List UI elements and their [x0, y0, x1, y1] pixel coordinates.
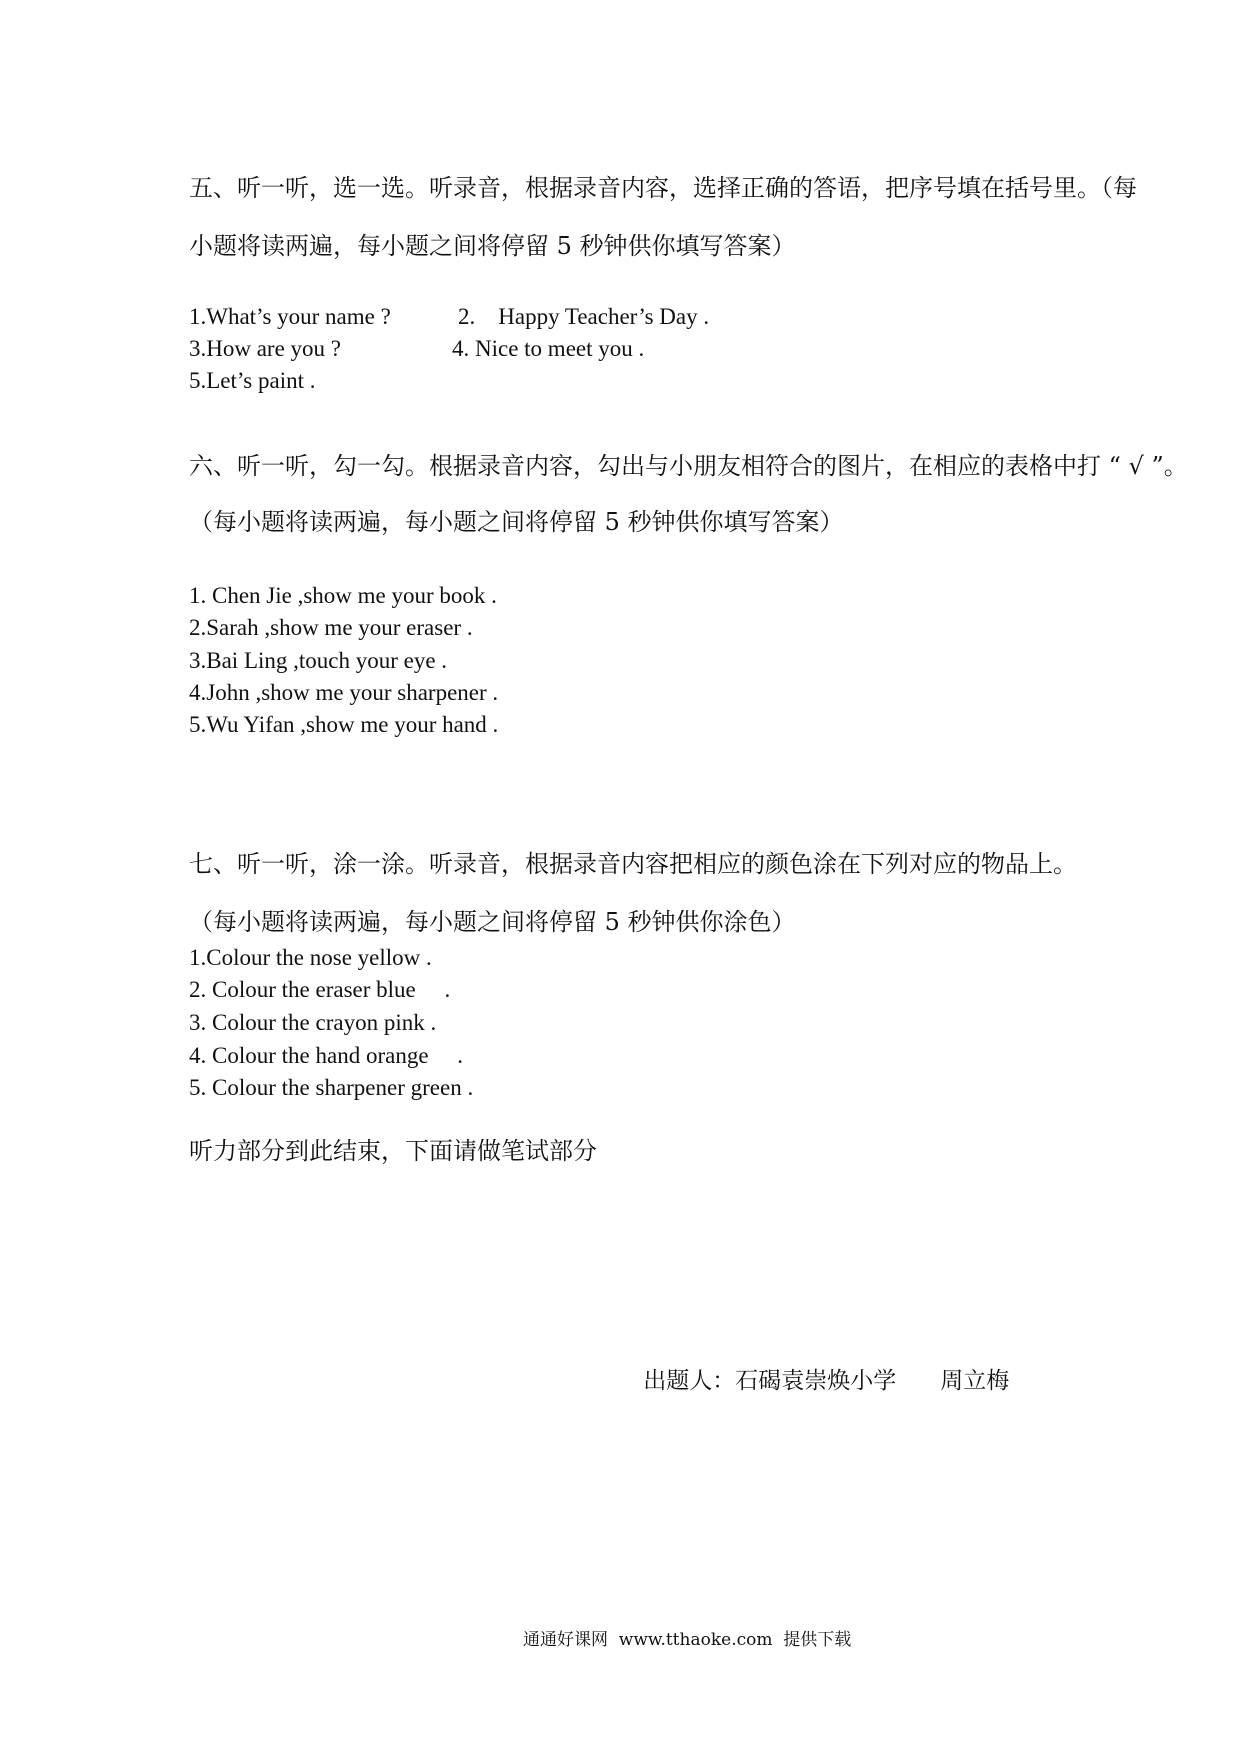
section7-item-5: 5. Colour the sharpener green . — [189, 1075, 474, 1100]
section5-item-4: 4. Nice to meet you . — [452, 336, 645, 361]
section6-item-5: 5.Wu Yifan ,show me your hand . — [189, 712, 499, 737]
signature-label: 出题人：石碣袁崇焕小学 — [643, 1368, 897, 1394]
section6-heading-line1: 六、听一听，勾一勾。根据录音内容，勾出与小朋友相符合的图片，在相应的表格中打 “ √ ”。 — [189, 452, 1188, 480]
section6-item-4: 4.John ,show me your sharpener . — [189, 680, 499, 705]
section6-item-1: 1. Chen Jie ,show me your book . — [189, 583, 497, 608]
section5-item-1: 1.What’s your name ? — [189, 304, 391, 329]
section7-item-1: 1.Colour the nose yellow . — [189, 945, 432, 970]
signature-name: 周立梅 — [940, 1368, 1010, 1394]
section5-item-3: 3.How are you ? — [189, 336, 342, 361]
signature — [614, 1336, 1009, 1421]
section5-heading-line2: 小题将读两遍，每小题之间将停留 5 秒钟供你填写答案） — [189, 232, 796, 260]
section6-item-3: 3.Bai Ling ,touch your eye . — [189, 648, 448, 673]
footer-credit: 通通好课网 www.tthaoke.com 提供下载 — [523, 1630, 852, 1650]
section7-heading-line2: （每小题将读两遍，每小题之间将停留 5 秒钟供你涂色） — [189, 908, 796, 936]
section5-heading-line1: 五、听一听，选一选。听录音，根据录音内容，选择正确的答语，把序号填在括号里。（每 — [189, 174, 1137, 202]
section6-heading-line2: （每小题将读两遍，每小题之间将停留 5 秒钟供你填写答案） — [189, 508, 844, 536]
section7-item-4: 4. Colour the hand orange . — [189, 1043, 464, 1068]
section5-item-2: 2. Happy Teacher’s Day . — [458, 304, 710, 329]
section6-item-2: 2.Sarah ,show me your eraser . — [189, 615, 473, 640]
closing-text: 听力部分到此结束，下面请做笔试部分 — [189, 1137, 597, 1165]
section5-item-5: 5.Let’s paint . — [189, 368, 316, 393]
section7-item-3: 3. Colour the crayon pink . — [189, 1010, 437, 1035]
section7-heading-line1: 七、听一听，涂一涂。听录音，根据录音内容把相应的颜色涂在下列对应的物品上。 — [189, 850, 1077, 878]
section7-item-2: 2. Colour the eraser blue . — [189, 977, 451, 1002]
